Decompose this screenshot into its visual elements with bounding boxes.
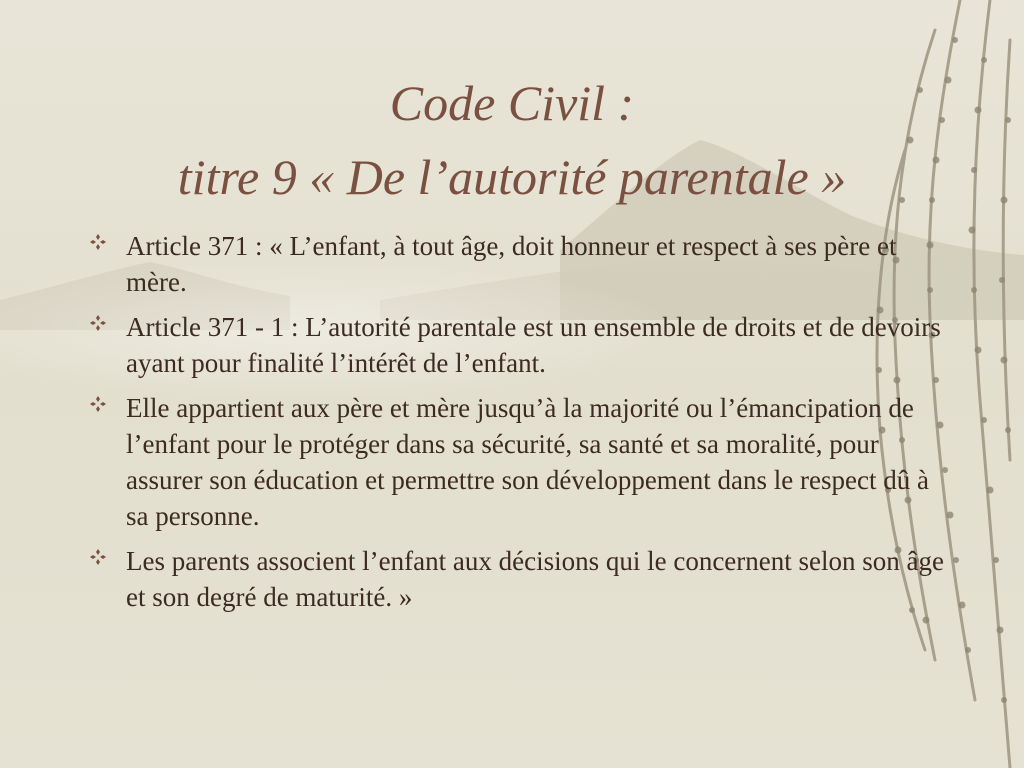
bullet-text: Article 371 - 1 : L’autorité parentale est un ensemble de droits et de devoirs ayant pour finalité l’intérêt de l’enfant. <box>126 312 941 378</box>
bullet-item <box>86 309 946 381</box>
four-diamond-bullet-icon <box>89 395 107 413</box>
bullet-text: Les parents associent l’enfant aux décisions qui le concernent selon son âge et son degré de maturité. » <box>126 546 944 612</box>
four-diamond-bullet-icon <box>89 233 107 251</box>
bullet-item <box>86 390 946 534</box>
bullet-text: Elle appartient aux père et mère jusqu’à la majorité ou l’émancipation de l’enfant pour le protéger dans sa sécurité, sa santé et sa moralité, pour assurer son éducation et permettre son développement dans le respect dû à sa personne. <box>126 393 929 531</box>
bullet-text: Article 371 : « L’enfant, à tout âge, doit honneur et respect à ses père et mère. <box>126 231 897 297</box>
four-diamond-bullet-icon <box>89 314 107 332</box>
title-line-1: Code Civil : <box>389 75 635 131</box>
title-line-2: titre 9 « De l’autorité parentale » <box>177 149 847 205</box>
bullet-item <box>86 543 946 615</box>
slide-title <box>40 66 984 214</box>
bullet-list <box>86 228 946 624</box>
bullet-item <box>86 228 946 300</box>
four-diamond-bullet-icon <box>89 548 107 566</box>
